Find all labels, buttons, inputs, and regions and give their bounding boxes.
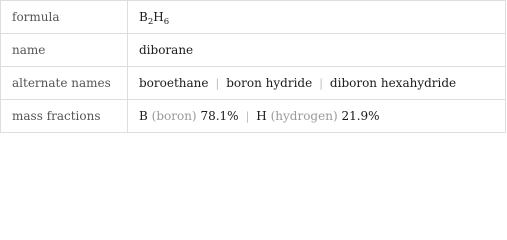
alternate-names-label: alternate names <box>1 67 128 100</box>
formula-subscript-boron: 2 <box>147 17 154 27</box>
alternate-name: boron hydride <box>226 76 313 90</box>
formula-subscript-hydrogen: 6 <box>163 17 170 27</box>
table-row-alternate-names <box>1 67 506 100</box>
alternate-name: boroethane <box>139 76 209 90</box>
separator: | <box>245 110 250 123</box>
alternate-name: diboron hexahydride <box>329 76 457 90</box>
mass-fractions-label: mass fractions <box>1 100 128 133</box>
fraction-element-boron: (boron) <box>151 109 197 123</box>
separator: | <box>319 77 323 90</box>
separator: | <box>215 77 220 90</box>
table-row-mass-fractions <box>1 100 506 133</box>
fraction-symbol-hydrogen: H <box>256 109 267 123</box>
name-value: diborane <box>128 34 506 67</box>
table-row-formula <box>1 1 506 34</box>
table-row-name <box>1 34 506 67</box>
fraction-value-boron: 78.1% <box>200 109 239 123</box>
formula-element-hydrogen: H <box>153 10 164 24</box>
formula-label: formula <box>1 1 128 34</box>
formula-element-boron: B <box>139 10 148 24</box>
fraction-symbol-boron: B <box>139 109 148 123</box>
fraction-element-hydrogen: (hydrogen) <box>270 109 338 123</box>
formula-value <box>128 1 506 34</box>
name-label: name <box>1 34 128 67</box>
fraction-value-hydrogen: 21.9% <box>341 109 380 123</box>
alternate-names-value <box>128 67 506 100</box>
mass-fractions-value <box>128 100 506 133</box>
